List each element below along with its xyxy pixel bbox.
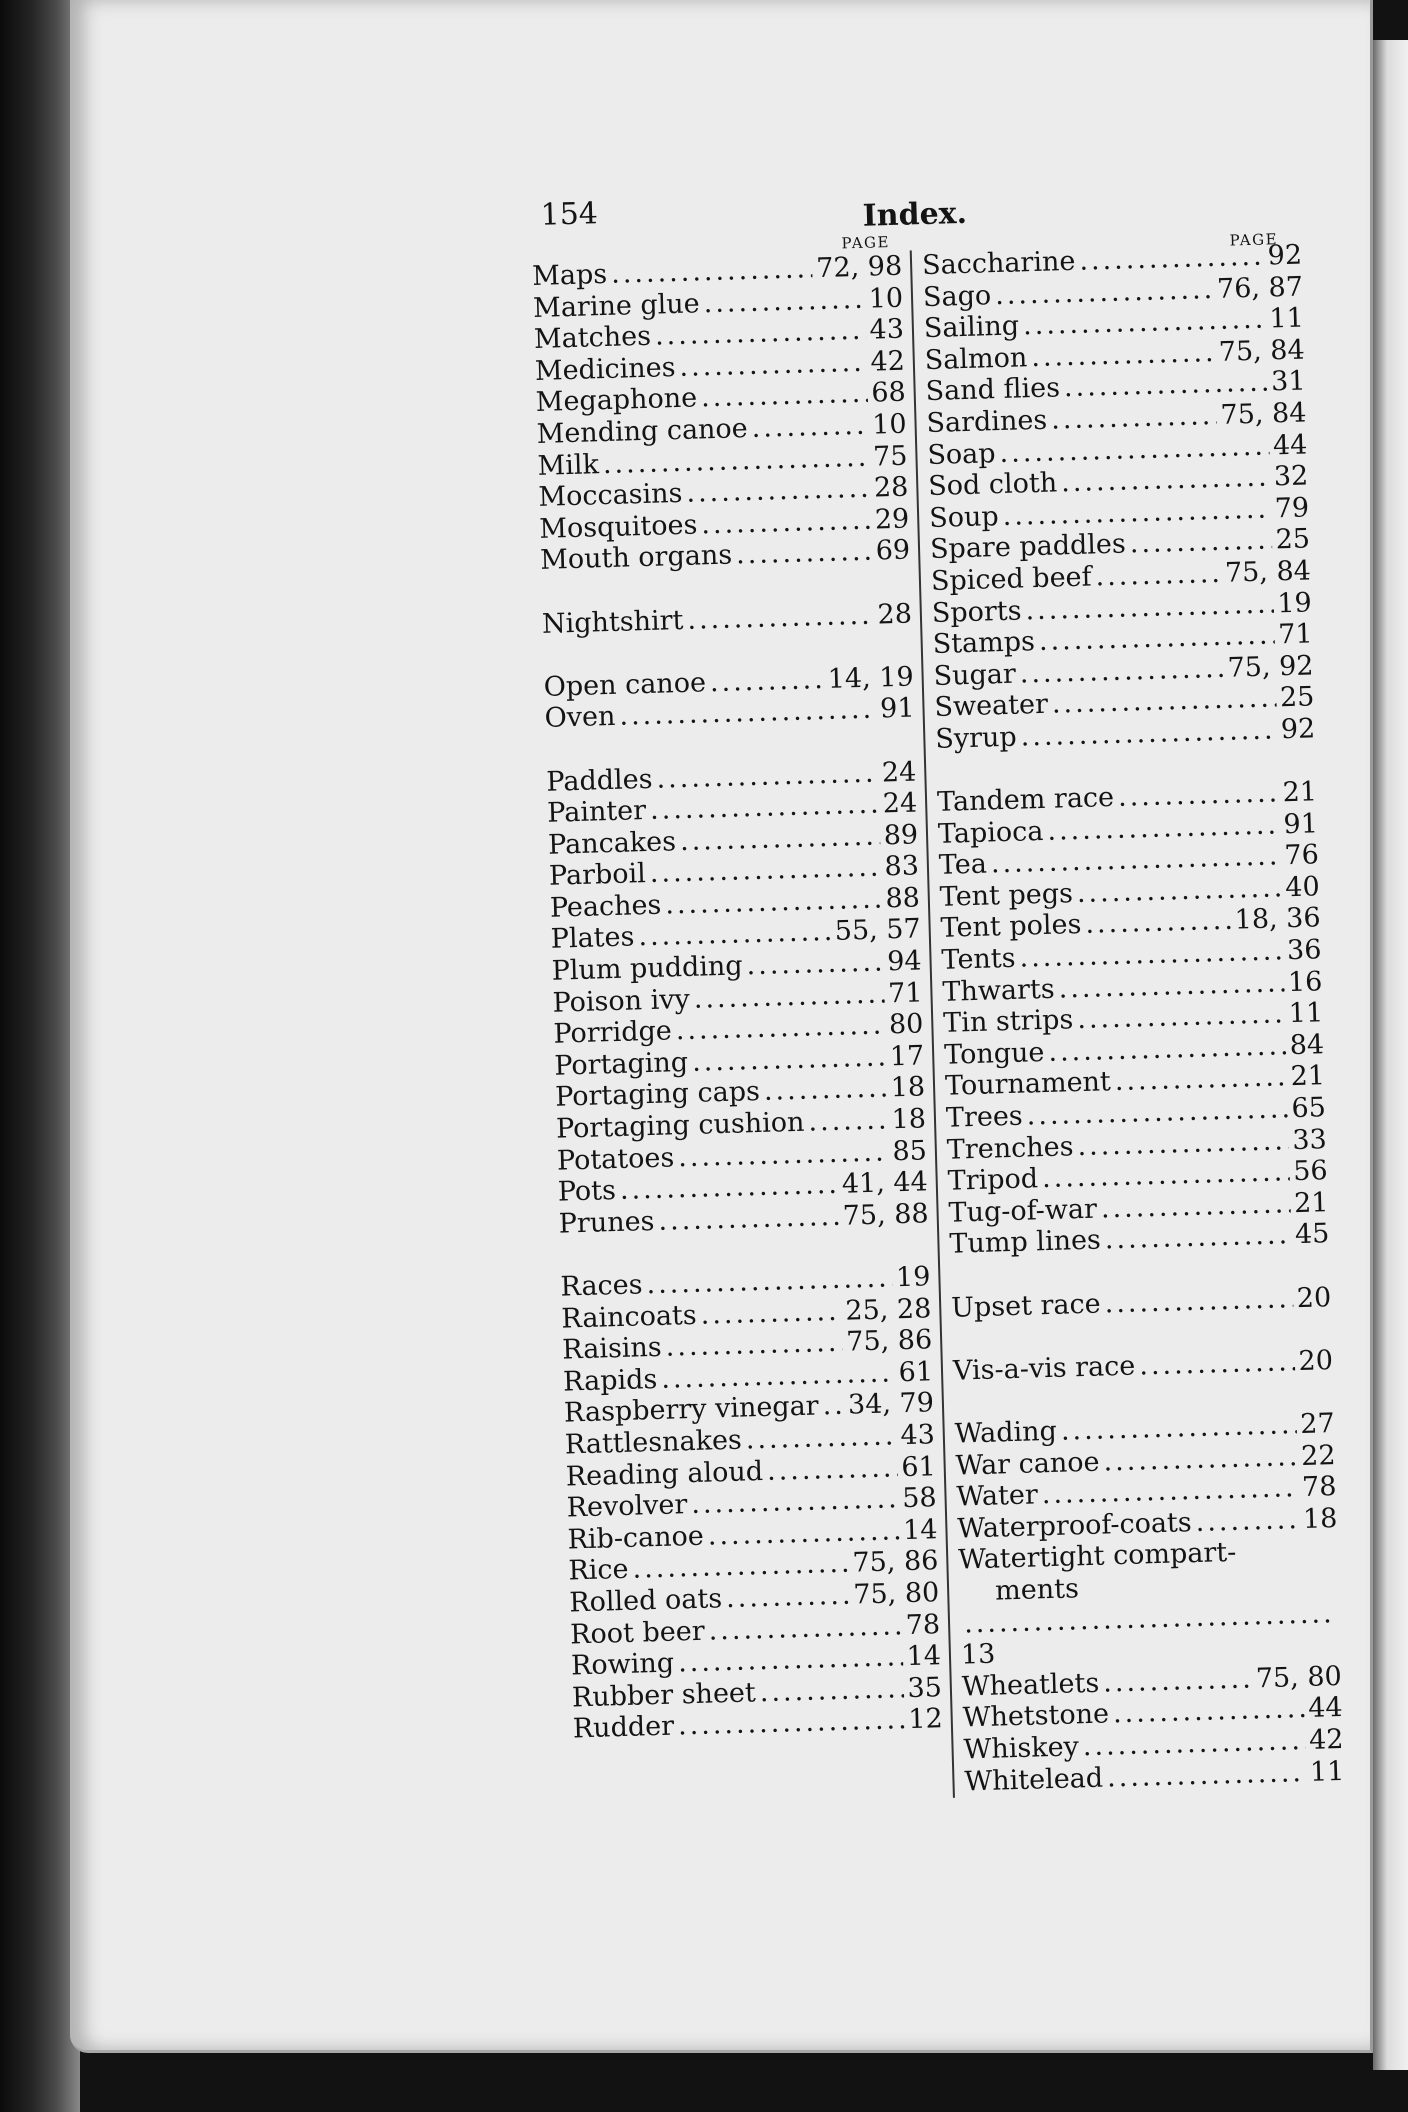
index-page-ref: 65 bbox=[1291, 1092, 1327, 1125]
index-page-ref: 76 bbox=[1283, 839, 1320, 872]
index-term: Soup bbox=[928, 500, 1000, 534]
dot-leader bbox=[693, 978, 884, 1015]
dot-leader bbox=[726, 1580, 850, 1615]
index-page-ref: 17 bbox=[889, 1040, 925, 1073]
index-page-ref: 21 bbox=[1290, 1060, 1326, 1093]
index-term: Pancakes bbox=[547, 825, 677, 861]
dot-leader bbox=[1103, 1663, 1253, 1699]
index-page-ref: 75, 84 bbox=[1218, 334, 1306, 368]
index-page-ref: 75, 88 bbox=[842, 1198, 930, 1232]
index-page-ref: 33 bbox=[1291, 1123, 1328, 1156]
index-term: Raisins bbox=[561, 1332, 663, 1366]
index-term: Matches bbox=[533, 320, 652, 356]
index-page-ref: 12 bbox=[907, 1703, 944, 1736]
dot-leader bbox=[658, 1201, 839, 1238]
index-page-ref: 35 bbox=[907, 1671, 943, 1704]
index-term: Tin strips bbox=[942, 1004, 1074, 1040]
index-page-ref: 14, 19 bbox=[827, 661, 915, 695]
index-term: Sod cloth bbox=[927, 467, 1058, 503]
index-term: Portaging cushion bbox=[555, 1106, 805, 1145]
left-column-heading: PAGE bbox=[841, 233, 891, 253]
index-term: Mending canoe bbox=[536, 413, 749, 450]
index-term: Revolver bbox=[566, 1489, 688, 1524]
index-page-ref: 71 bbox=[887, 977, 923, 1010]
index-term: Milk bbox=[537, 448, 600, 482]
index-page-ref: 21 bbox=[1293, 1186, 1329, 1219]
index-term: Tea bbox=[938, 848, 988, 882]
index-term: Water bbox=[956, 1479, 1039, 1513]
index-page-ref: 76, 87 bbox=[1216, 271, 1304, 305]
index-page-ref: 34, 79 bbox=[847, 1387, 935, 1422]
index-term: Tandem race bbox=[936, 782, 1115, 819]
index-page-ref: 18 bbox=[891, 1103, 927, 1136]
index-term: Tapioca bbox=[937, 815, 1044, 850]
index-term-continuation: ments bbox=[994, 1573, 1080, 1607]
index-term: Trenches bbox=[946, 1130, 1074, 1166]
index-term: Spare paddles bbox=[929, 528, 1127, 566]
dot-leader bbox=[619, 694, 877, 733]
index-page-ref: 43 bbox=[900, 1419, 936, 1452]
dot-leader bbox=[751, 410, 868, 445]
index-term: Prunes bbox=[558, 1205, 655, 1240]
dot-leader bbox=[1114, 1062, 1287, 1098]
index-page-ref: 75, 92 bbox=[1227, 650, 1314, 684]
index-term: Sand flies bbox=[925, 372, 1061, 408]
index-column-left bbox=[532, 251, 943, 1746]
index-page-content bbox=[460, 171, 1354, 1798]
index-page-ref: 78 bbox=[905, 1608, 941, 1641]
right-column-heading: PAGE bbox=[1229, 230, 1279, 250]
index-page-ref: 71 bbox=[1277, 618, 1314, 651]
index-page-ref: 25 bbox=[1279, 681, 1315, 714]
dot-leader bbox=[767, 1452, 898, 1487]
index-term: Sweater bbox=[934, 689, 1049, 724]
index-page-ref: 19 bbox=[1276, 586, 1313, 619]
index-page-ref: 42 bbox=[870, 345, 906, 378]
index-term: Stamps bbox=[932, 626, 1036, 661]
index-term: Pots bbox=[557, 1175, 617, 1208]
index-term: Rudder bbox=[572, 1710, 675, 1745]
index-page-ref: 11 bbox=[1309, 1755, 1345, 1788]
dot-leader bbox=[1104, 1283, 1293, 1320]
index-page-ref: 61 bbox=[900, 1450, 937, 1483]
index-page-ref: 92 bbox=[1280, 713, 1316, 746]
index-page-ref: 75 bbox=[872, 440, 908, 473]
dot-leader bbox=[1104, 1220, 1291, 1257]
index-term: Rapids bbox=[562, 1363, 658, 1398]
index-page-ref: 84 bbox=[1289, 1029, 1325, 1062]
index-page-ref: 20 bbox=[1296, 1281, 1332, 1314]
index-entry bbox=[542, 598, 913, 640]
index-term: Waterproof-coats bbox=[957, 1506, 1193, 1545]
index-term: Wheatlets bbox=[961, 1667, 1100, 1703]
index-term: Sports bbox=[931, 595, 1022, 629]
index-page-ref: 29 bbox=[874, 503, 910, 536]
index-term: Rolled oats bbox=[568, 1583, 723, 1619]
index-page-ref: 28 bbox=[873, 471, 909, 504]
dot-leader bbox=[1095, 558, 1221, 593]
index-page-ref: 75, 84 bbox=[1224, 555, 1312, 589]
index-page-ref: 75, 80 bbox=[852, 1577, 940, 1611]
index-term: Whitelead bbox=[964, 1762, 1104, 1798]
index-term: Tent poles bbox=[940, 909, 1082, 945]
index-page-ref: 25 bbox=[1275, 523, 1311, 556]
dot-leader bbox=[1085, 905, 1231, 941]
index-term: Mouth organs bbox=[539, 539, 733, 577]
book-page bbox=[70, 0, 1373, 2053]
index-term: Rice bbox=[568, 1554, 629, 1587]
next-page-edge bbox=[1373, 40, 1408, 2070]
index-page-ref: 56 bbox=[1292, 1155, 1329, 1188]
index-term: Mosquitoes bbox=[538, 509, 698, 545]
dot-leader bbox=[736, 536, 873, 571]
index-term: Tent pegs bbox=[939, 878, 1074, 913]
index-term: Tents bbox=[941, 942, 1016, 976]
index-page-ref: 68 bbox=[870, 377, 907, 409]
index-term: Marine glue bbox=[532, 287, 701, 324]
page-number: 154 bbox=[540, 196, 599, 233]
dot-leader bbox=[1118, 777, 1280, 813]
index-term: Raspberry vinegar bbox=[563, 1390, 820, 1429]
dot-leader bbox=[1031, 337, 1215, 374]
index-page-ref: 18 bbox=[890, 1071, 926, 1104]
dot-leader bbox=[745, 1420, 897, 1456]
index-term: Tournament bbox=[944, 1066, 1112, 1103]
dot-leader bbox=[1079, 241, 1264, 278]
index-page-ref: 89 bbox=[883, 819, 919, 852]
dot-leader bbox=[678, 1705, 905, 1743]
index-page-ref: 11 bbox=[1268, 302, 1305, 335]
dot-leader bbox=[1139, 1346, 1295, 1382]
index-page-ref: 32 bbox=[1273, 460, 1309, 493]
dot-leader bbox=[679, 347, 867, 384]
dot-leader bbox=[1195, 1504, 1299, 1538]
index-page-ref: 44 bbox=[1272, 429, 1308, 461]
index-term: Porridge bbox=[553, 1015, 673, 1050]
index-page-ref: 11 bbox=[1288, 997, 1324, 1030]
dot-leader bbox=[808, 1104, 888, 1138]
index-term: Maps bbox=[531, 258, 608, 293]
index-page-ref: 75, 80 bbox=[1255, 1660, 1343, 1695]
index-term: Whiskey bbox=[963, 1731, 1080, 1766]
index-term: Syrup bbox=[934, 721, 1018, 755]
index-page-ref: 16 bbox=[1287, 965, 1323, 998]
index-page-ref: 75, 86 bbox=[845, 1324, 933, 1358]
index-term: Sago bbox=[922, 279, 992, 313]
dot-leader bbox=[746, 947, 884, 982]
index-term: Upset race bbox=[950, 1288, 1102, 1324]
dot-leader bbox=[687, 599, 874, 636]
index-page-ref: 88 bbox=[885, 882, 921, 915]
index-term: Nightshirt bbox=[541, 604, 684, 640]
index-page-ref: 79 bbox=[1274, 492, 1310, 525]
index-term: Oven bbox=[544, 701, 616, 735]
dot-leader bbox=[665, 1327, 843, 1364]
page-title: Index. bbox=[862, 195, 968, 234]
index-term: Open canoe bbox=[543, 667, 707, 703]
dot-leader bbox=[763, 1073, 887, 1108]
dot-leader bbox=[686, 473, 870, 510]
index-term: Medicines bbox=[534, 351, 676, 387]
index-page-ref: 42 bbox=[1308, 1723, 1344, 1756]
dot-leader bbox=[701, 378, 868, 414]
index-term: Rowing bbox=[570, 1647, 675, 1682]
index-page-ref: 78 bbox=[1301, 1471, 1337, 1504]
index-entry bbox=[951, 1282, 1332, 1324]
index-entry bbox=[953, 1345, 1334, 1387]
index-entry bbox=[958, 1534, 1341, 1671]
index-term: Portaging bbox=[553, 1046, 689, 1082]
index-page-ref: 18 bbox=[1302, 1502, 1338, 1535]
index-term: Potatoes bbox=[556, 1142, 675, 1177]
index-page-ref: 72, 98 bbox=[815, 250, 903, 285]
index-term: Raincoats bbox=[560, 1299, 698, 1335]
index-term: Peaches bbox=[549, 889, 662, 924]
index-page-ref: 69 bbox=[875, 534, 911, 567]
index-term: Spiced beef bbox=[930, 561, 1092, 597]
index-term: Tug-of-war bbox=[948, 1193, 1098, 1229]
index-term: Vis-a-vis race bbox=[952, 1350, 1136, 1387]
index-term: Races bbox=[560, 1269, 643, 1303]
index-term: Tripod bbox=[947, 1163, 1039, 1197]
index-page-ref: 58 bbox=[901, 1482, 937, 1515]
index-term: Moccasins bbox=[538, 478, 683, 514]
index-page-ref: 18, 36 bbox=[1234, 902, 1321, 937]
dot-leader bbox=[1020, 714, 1277, 753]
index-term: Sugar bbox=[933, 658, 1017, 692]
dot-leader bbox=[1107, 1756, 1307, 1793]
index-page-ref: 40 bbox=[1284, 871, 1321, 904]
index-page-ref: 91 bbox=[879, 692, 915, 725]
index-page-ref: 21 bbox=[1282, 776, 1318, 809]
index-term: Thwarts bbox=[942, 973, 1056, 1008]
index-page-ref: 14 bbox=[906, 1640, 942, 1673]
index-page-ref: 44 bbox=[1307, 1692, 1344, 1725]
index-term: Saccharine bbox=[921, 245, 1076, 282]
index-term: Sailing bbox=[923, 310, 1020, 345]
index-term: Poison ivy bbox=[552, 983, 691, 1019]
index-term: Parboil bbox=[548, 858, 647, 893]
index-term: Salmon bbox=[924, 342, 1028, 376]
index-term: Whetstone bbox=[962, 1698, 1110, 1734]
index-term: Plates bbox=[550, 921, 635, 956]
index-page-ref: 19 bbox=[895, 1261, 931, 1294]
index-page-ref: 10 bbox=[871, 408, 908, 441]
index-term: Tump lines bbox=[949, 1224, 1102, 1261]
index-term: Wading bbox=[954, 1415, 1058, 1450]
index-page-ref: 75, 84 bbox=[1220, 397, 1307, 431]
index-term: Painter bbox=[546, 795, 647, 829]
index-page-ref: 13 bbox=[960, 1638, 996, 1671]
index-page-ref: 75, 86 bbox=[852, 1545, 939, 1579]
index-page-ref: 24 bbox=[881, 755, 917, 788]
dot-leader bbox=[709, 664, 824, 699]
index-page-ref: 83 bbox=[884, 850, 920, 883]
index-term: Plum pudding bbox=[551, 950, 744, 987]
index-term: War canoe bbox=[955, 1446, 1100, 1482]
index-term: Tongue bbox=[943, 1036, 1045, 1071]
index-page-ref: 24 bbox=[882, 787, 918, 820]
index-page-ref: 27 bbox=[1299, 1408, 1336, 1440]
dot-leader bbox=[703, 283, 865, 319]
index-page-ref: 55, 57 bbox=[834, 913, 922, 948]
index-page-ref: 61 bbox=[898, 1356, 934, 1388]
index-term: Portaging caps bbox=[554, 1076, 761, 1114]
index-page-ref: 25, 28 bbox=[844, 1292, 932, 1327]
index-page-ref: 14 bbox=[902, 1513, 938, 1546]
dot-leader bbox=[1051, 400, 1217, 436]
index-term: Rib-canoe bbox=[567, 1520, 705, 1556]
dot-leader bbox=[700, 1295, 842, 1331]
index-page-ref: 20 bbox=[1298, 1344, 1334, 1377]
index-term: Megaphone bbox=[535, 382, 698, 419]
dot-leader bbox=[701, 504, 871, 540]
index-page-ref: 22 bbox=[1300, 1439, 1336, 1472]
dot-leader bbox=[1129, 525, 1272, 561]
index-page-ref: 85 bbox=[892, 1134, 928, 1167]
dot-leader bbox=[1100, 1188, 1290, 1225]
index-page-ref: 10 bbox=[868, 282, 904, 315]
index-term: Trees bbox=[945, 1100, 1024, 1134]
index-term: Reading aloud bbox=[565, 1455, 764, 1493]
index-page-ref: 45 bbox=[1294, 1218, 1330, 1251]
index-page-ref: 41, 44 bbox=[841, 1166, 929, 1200]
index-page-ref: 94 bbox=[886, 945, 922, 978]
index-term: Sardines bbox=[926, 404, 1048, 440]
index-term: Soap bbox=[927, 437, 996, 471]
index-page-ref: 43 bbox=[869, 313, 905, 346]
index-term: Rattlesnakes bbox=[564, 1424, 743, 1461]
index-term: Paddles bbox=[545, 763, 653, 798]
book-binding bbox=[0, 0, 80, 2112]
dot-leader bbox=[822, 1390, 844, 1422]
index-page-ref: 92 bbox=[1267, 239, 1303, 272]
index-page-ref: 91 bbox=[1283, 807, 1319, 840]
index-page-ref: 36 bbox=[1286, 934, 1322, 967]
index-page-ref: 28 bbox=[877, 598, 913, 631]
index-term: Rubber sheet bbox=[571, 1677, 757, 1714]
index-page-ref: 31 bbox=[1270, 365, 1306, 398]
index-term: Root beer bbox=[569, 1615, 706, 1651]
index-page-ref: 80 bbox=[888, 1008, 924, 1041]
index-term: Watertight compart- bbox=[957, 1537, 1237, 1576]
dot-leader bbox=[759, 1673, 904, 1709]
